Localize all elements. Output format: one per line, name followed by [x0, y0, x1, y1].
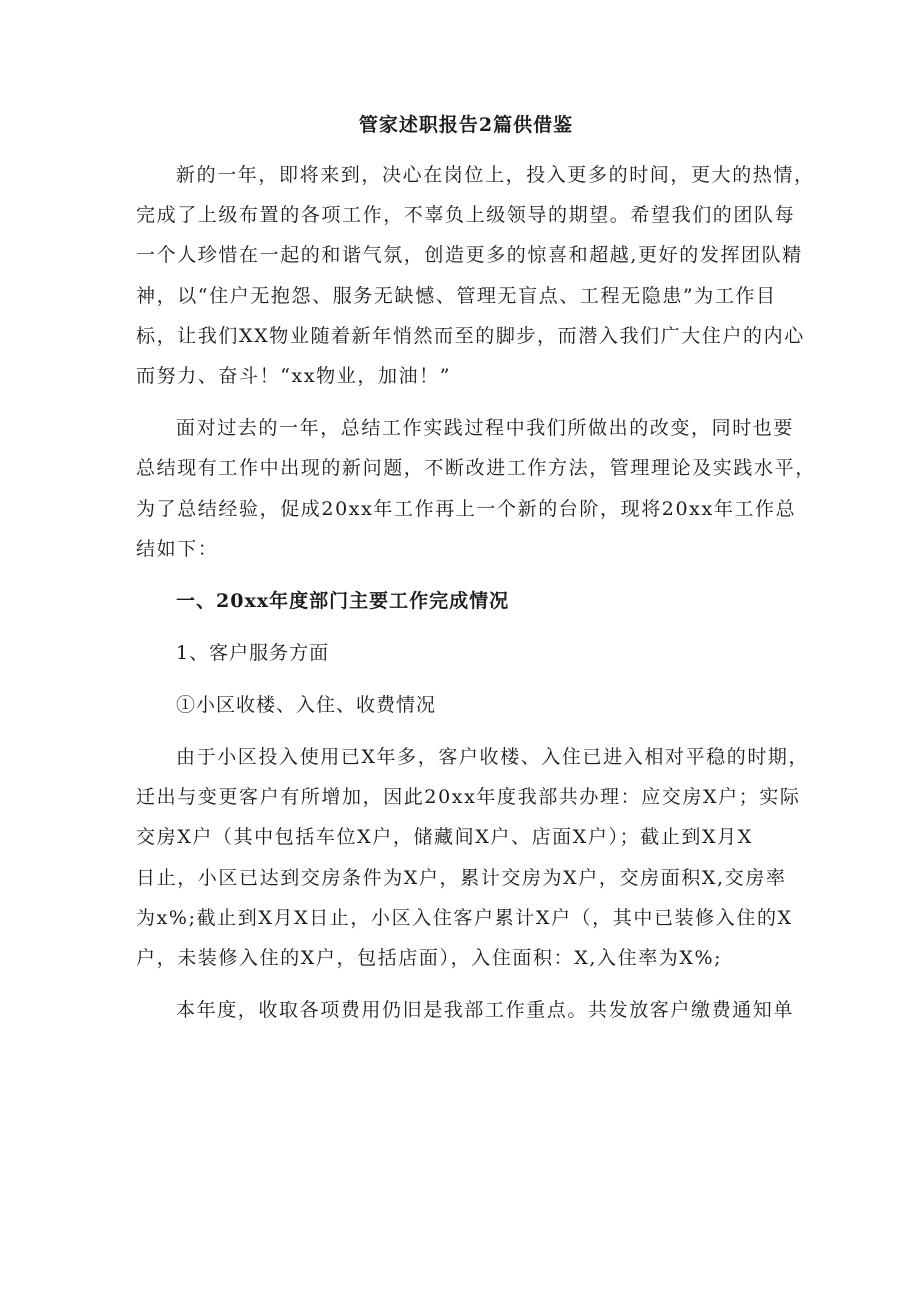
paragraph-line: 完成了上级布置的各项工作，不辜负上级领导的期望。希望我们的团队每: [136, 204, 796, 227]
paragraph-line: 迁出与变更客户有所增加，因此20xx年度我部共办理：应交房X户；实际: [136, 786, 801, 809]
paragraph-line: 一个人珍惜在一起的和谐气氛，创造更多的惊喜和超越,更好的发挥团队精: [136, 244, 803, 267]
paragraph-line: 日止，小区已达到交房条件为X户，累计交房为X户，交房面积X,交房率: [136, 866, 787, 889]
paragraph-1: [136, 155, 815, 396]
paragraph-line: 神，以“住户无抱怨、服务无缺憾、管理无盲点、工程无隐患”为工作目: [136, 284, 777, 307]
paragraph-line: 而努力、奋斗！“xx物业，加油！”: [136, 365, 452, 388]
paragraph-line: 本年度，收取各项费用仍旧是我部工作重点。共发放客户缴费通知单: [176, 999, 795, 1022]
paragraph-line: 标，让我们XX物业随着新年悄然而至的脚步，而潜入我们广大住户的内心: [136, 324, 805, 347]
paragraph-line: 由于小区投入使用已X年多，客户收楼、入住已进入相对平稳的时期，: [176, 746, 810, 769]
document-page: [136, 110, 816, 1042]
paragraph-line: 为了总结经验，促成20xx年工作再上一个新的台阶，现将20xx年工作总: [136, 497, 797, 520]
subsection-heading: 1、客户服务方面: [176, 642, 330, 665]
paragraph-line: 新的一年，即将来到，决心在岗位上，投入更多的时间，更大的热情，: [176, 164, 815, 186]
paragraph-4: [136, 990, 796, 1030]
item-heading: ①小区收楼、入住、收费情况: [176, 694, 437, 717]
paragraph-line: 面对过去的一年，总结工作实践过程中我们所做出的改变，同时也要: [176, 417, 795, 440]
paragraph-2: [136, 408, 816, 569]
paragraph-line: 总结现有工作中出现的新问题，不断改进工作方法，管理理论及实践水平，: [136, 457, 816, 480]
section-heading: 一、20xx年度部门主要工作完成情况: [176, 590, 510, 613]
paragraph-line: 为x%;截止到X月X日止，小区入住客户累计X户（，其中已装修入住的X: [136, 906, 793, 929]
document-title: 管家述职报告2篇供借鉴: [358, 114, 574, 136]
paragraph-line: 结如下：: [136, 537, 219, 560]
paragraph-3: [136, 737, 810, 978]
paragraph-line: 交房X户（其中包括车位X户，储藏间X户、店面X户）；截止到X月X: [136, 826, 753, 849]
paragraph-line: 户，未装修入住的X户，包括店面），入住面积：X,入住率为X%;: [136, 947, 723, 970]
